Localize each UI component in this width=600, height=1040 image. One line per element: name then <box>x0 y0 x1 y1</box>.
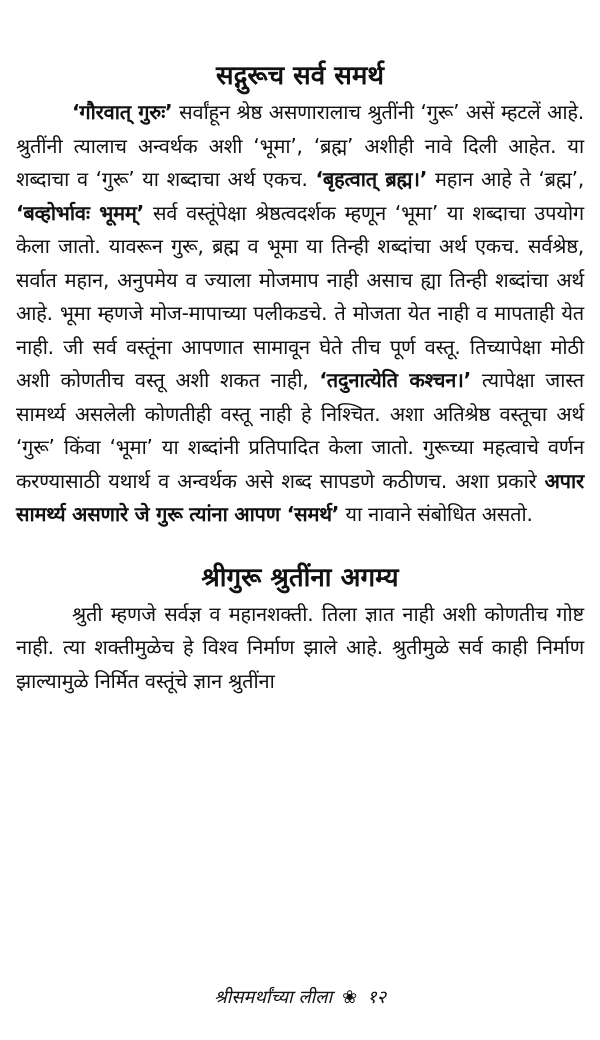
paragraph-text-4: त्यापेक्षा जास्त सामर्थ्य असलेली कोणतीही वस्तू नाही हे निश्चित. अशा अतिश्रेष्ठ वस्तूचा अर्थ ‘गुरू’ किंवा ‘भूमा’ या शब्दांनी प्रतिपादित केला जातो. गुरूच्या महत्वाचे वर्णन करण्यासाठी यथार्थ व अन्वर्थक असे शब्द सापडणे कठीणच. अशा प्रकारे <box>16 368 585 493</box>
paragraph-text-2: महान आहे ते ‘ब्रह्म’, <box>427 167 584 191</box>
section-heading-sadguruch: सद्गुरूच सर्व समर्थ <box>215 61 385 91</box>
paragraph-gurutva <box>16 96 584 532</box>
paragraph-text-1: सर्वांहून श्रेष्ठ असणारालाच श्रुतींनी ‘गुरू’ असें म्हटलें आहे. श्रुतींनी त्यालाच अन्वर्थक अशी ‘भूमा’, ‘ब्रह्म’ अशीही नावे दिली आहेत. या शब्दाचा व ‘गुरू’ या शब्दाचा अर्थ एकच. <box>16 100 584 191</box>
paragraph-shruti: श्रुती म्हणजे सर्वज्ञ व महानशक्ती. तिला ज्ञात नाही अशी कोणतीच गोष्ट नाही. त्या शक्तीमुळेच हे विश्व निर्माण झाले आहे. श्रुतीमुळे सर्व काही निर्माण झाल्यामुळे निर्मित वस्तूंचे ज्ञान श्रुतींना <box>16 601 584 693</box>
paragraph-text-5: या नावाने संबोधित असतो. <box>339 502 533 526</box>
page-footer <box>0 986 600 1010</box>
section-heading-shriguru: श्रीगुरू श्रुतींना अगम्य <box>201 562 399 593</box>
quote-gauravat-guru: ‘गौरवात् गुरुः’ <box>72 100 173 124</box>
quote-bruhatvat-brahma: ‘बृहत्वात् ब्रह्म।’ <box>315 167 428 191</box>
paragraph-text-3: सर्व वस्तूंपेक्षा श्रेष्ठत्वदर्शक म्हणून ‘भूमा’ या शब्दाचा उपयोग केला जातो. यावरून गुरू, ब्रह्म व भूमा या तिन्ही शब्दांचा अर्थ एकच. सर्वश्रेष्ठ, सर्वात महान, अनुपमेय व ज्याला मोजमाप नाही असाच ह्या तिन्ही शब्दांचा अर्थ आहे. भूमा म्हणजे मोज-मापाच्या पलीकडचे. ते मोजता येत नाही व मापताही येत नाही. जी सर्व वस्तूंना आपणात सामावून घेते तीच पूर्ण वस्तू. तिच्यापेक्षा मोठी अशी कोणतीच वस्तू अशी शकत नाही, <box>16 200 584 392</box>
quote-tadunatyeti-kashchan: ‘तदुनात्येति कश्चन।’ <box>319 368 471 392</box>
footer-book-title: श्रीसमर्थांच्या लीला <box>213 987 333 1008</box>
emphasis-apar-samarthya: अपार सामर्थ्य असणारे जे गुरू त्यांना आपण ‘समर्थ’ <box>16 468 584 526</box>
quote-bahvorbhavah-bhumam: ‘बव्होर्भावः भूमम्’ <box>16 200 145 225</box>
flower-ornament-icon: ❀ <box>342 987 358 1008</box>
page-number: १२ <box>367 987 386 1008</box>
